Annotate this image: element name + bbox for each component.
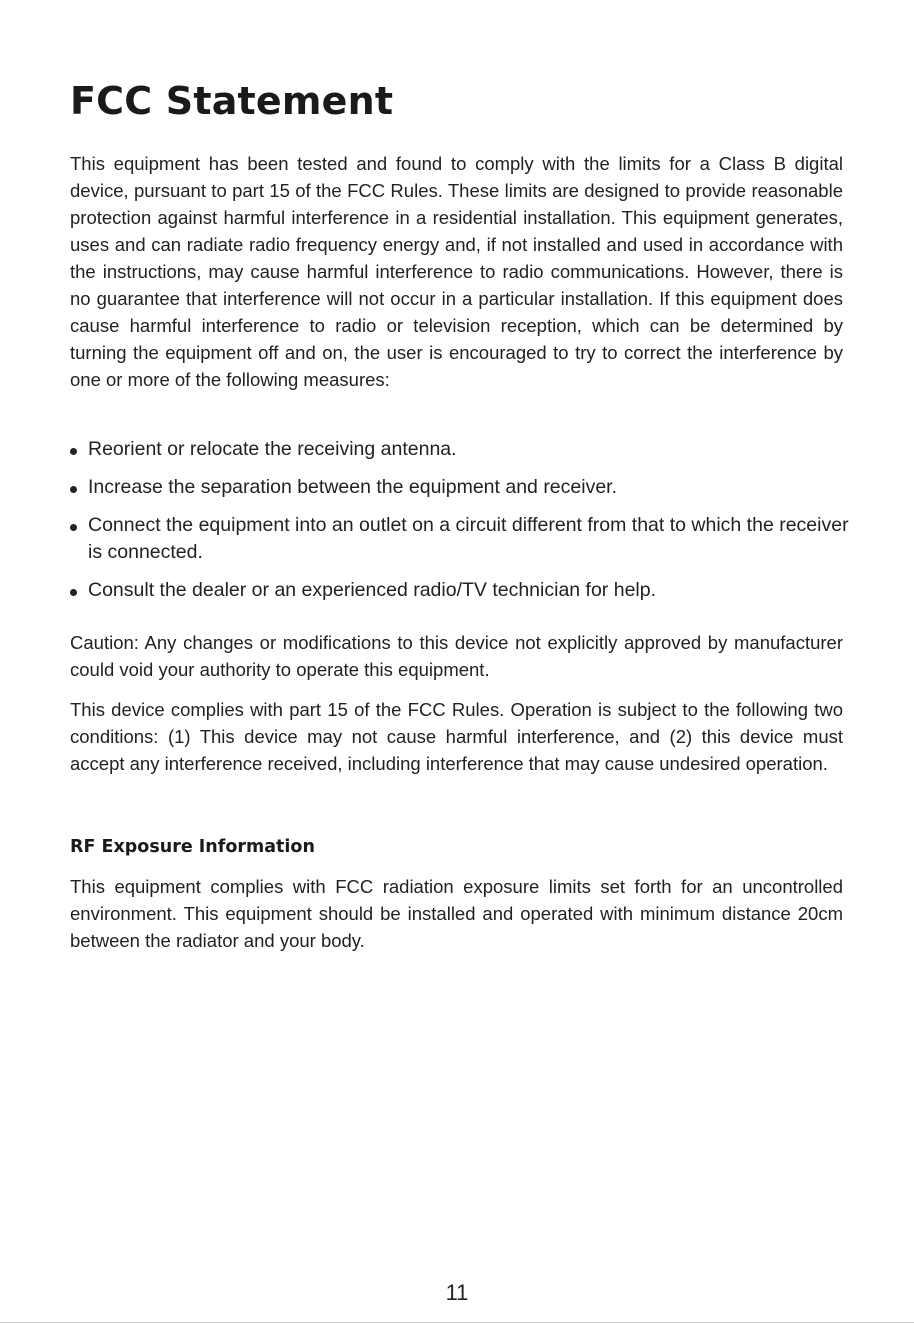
bullet-icon [70, 524, 77, 531]
list-item [70, 474, 860, 501]
bullet-icon [70, 589, 77, 596]
caution-paragraph: Caution: Any changes or modifications to this device not explicitly approved by manufacturer could void your authority to operate this equipment. [70, 632, 843, 680]
compliance-paragraph: This device complies with part 15 of the FCC Rules. Operation is subject to the following two conditions: (1) This device may not cause harmful interference, and (2) this device must accept any interference received, including interference that may cause undesired operation. [70, 699, 843, 774]
rf-exposure-paragraph: This equipment complies with FCC radiation exposure limits set forth for an uncontrolled environment. This equipment should be installed and operated with minimum distance 20cm between the radiator and your body. [70, 876, 843, 951]
list-item [70, 436, 860, 463]
intro-paragraph: This equipment has been tested and found to comply with the limits for a Class B digital device, pursuant to part 15 of the FCC Rules. These limits are designed to provide reasonable protection against harmful interference in a residential installation. This equipment generates, uses and can radiate radio frequency energy and, if not installed and used in accordance with the instructions, may cause harmful interference to radio communications. However, there is no guarantee that interference will not occur in a particular installation. If this equipment does cause harmful interference to radio or television reception, which can be determined by turning the equipment off and on, the user is encouraged to try to correct the interference by one or more of the following measures: [70, 153, 843, 390]
bullet-icon [70, 486, 77, 493]
list-item [70, 512, 860, 566]
list-item-text: Consult the dealer or an experienced radio/TV technician for help. [88, 579, 657, 601]
rf-exposure-heading: RF Exposure Information [70, 837, 315, 857]
bottom-divider [0, 1322, 914, 1323]
measures-list [70, 436, 860, 604]
list-item-text: Reorient or relocate the receiving antenna. [88, 438, 457, 460]
bullet-icon [70, 448, 77, 455]
list-item-text: Connect the equipment into an outlet on a circuit different from that to which the receiver is connected. [88, 514, 849, 563]
page-title: FCC Statement [70, 79, 394, 123]
list-item [70, 577, 860, 604]
page-number: 11 [445, 1280, 469, 1305]
list-item-text: Increase the separation between the equipment and receiver. [88, 476, 618, 498]
